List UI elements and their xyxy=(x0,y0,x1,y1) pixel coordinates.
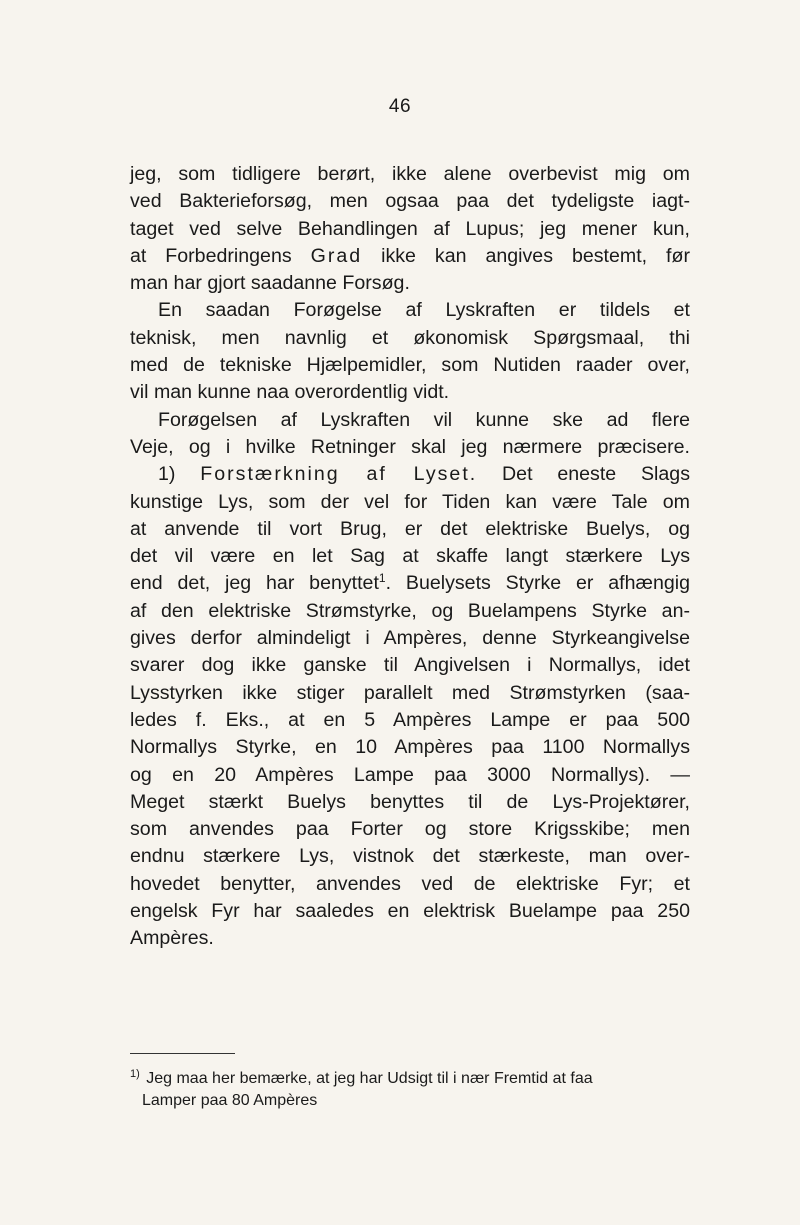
footnote-mark: 1) xyxy=(130,1068,140,1080)
text-line: endnu stærkere Lys, vistnok det stærkeste, man over- xyxy=(130,845,690,868)
text-line: engelsk Fyr har saaledes en elektrisk Buelampe paa 250 xyxy=(130,900,690,923)
footnote-ref: 1 xyxy=(378,571,386,586)
text-line: ved Bakterieforsøg, men ogsaa paa det tydeligste iagt- xyxy=(130,190,690,213)
footnote-line: Lamper paa 80 Ampères xyxy=(142,1092,318,1109)
page-number: 46 xyxy=(388,96,412,117)
text-line: En saadan Forøgelse af Lyskraften er tildels et xyxy=(158,299,690,322)
body-text xyxy=(130,161,690,953)
text-line: det vil være en let Sag at skaffe langt stærkere Lys xyxy=(130,545,690,568)
text-line: Ampères. xyxy=(130,927,214,950)
text-segment: 1) xyxy=(158,463,176,486)
spaced-word: Grad xyxy=(310,244,363,267)
text-line: og en 20 Ampères Lampe paa 3000 Normallys). — xyxy=(130,763,690,786)
text-line: kunstige Lys, som der vel for Tiden kan være Tale om xyxy=(130,490,690,513)
text-line: hovedet benytter, anvendes ved de elektriske Fyr; et xyxy=(130,872,690,895)
text-line: svarer dog ikke ganske til Angivelsen i Normallys, idet xyxy=(130,654,690,677)
text-line: at anvende til vort Brug, er det elektriske Buelys, og xyxy=(130,517,690,540)
text-line: jeg, som tidligere berørt, ikke alene overbevist mig om xyxy=(130,163,690,185)
text-line xyxy=(130,461,690,488)
text-segment: Det eneste Slags xyxy=(502,463,690,486)
text-line: som anvendes paa Forter og store Krigsskibe; men xyxy=(130,818,690,841)
text-line: taget ved selve Behandlingen af Lupus; jeg mener kun, xyxy=(130,217,690,240)
text-line: vil man kunne naa overordentlig vidt. xyxy=(130,381,450,404)
text-line xyxy=(130,570,690,597)
footnote-text: Jeg maa her bemærke, at jeg har Udsigt til i nær Fremtid at faa xyxy=(146,1070,593,1087)
text-line: Forøgelsen af Lyskraften vil kunne ske ad flere xyxy=(158,408,690,431)
text-segment: . Buelysets Styrke er afhængig xyxy=(385,572,690,595)
spaced-heading: Forstærkning af Lyset. xyxy=(200,463,478,486)
text-line: Normallys Styrke, en 10 Ampères paa 1100 Normallys xyxy=(130,736,690,759)
footnote xyxy=(130,1068,690,1112)
text-segment: ikke kan angives bestemt, før xyxy=(381,244,690,267)
footnote-divider xyxy=(130,1053,235,1054)
text-line: teknisk, men navnlig et økonomisk Spørgsmaal, thi xyxy=(130,326,690,349)
text-line xyxy=(130,243,690,270)
text-line: man har gjort saadanne Forsøg. xyxy=(130,272,410,295)
text-line: Veje, og i hvilke Retninger skal jeg nærmere præcisere. xyxy=(130,435,690,458)
text-line: ledes f. Eks., at en 5 Ampères Lampe er paa 500 xyxy=(130,708,690,731)
text-line: med de tekniske Hjælpemidler, som Nutiden raader over, xyxy=(130,354,690,377)
text-line: af den elektriske Strømstyrke, og Buelampens Styrke an- xyxy=(130,599,690,622)
text-segment: end det, jeg har benyttet xyxy=(130,572,379,595)
text-line: Meget stærkt Buelys benyttes til de Lys-Projektører, xyxy=(130,790,690,813)
text-line: Lysstyrken ikke stiger parallelt med Strømstyrken (saa- xyxy=(130,681,690,704)
footnote-line xyxy=(130,1068,690,1090)
text-segment: at Forbedringens xyxy=(130,244,292,267)
text-line: gives derfor almindeligt i Ampères, denne Styrkeangivelse xyxy=(130,627,690,650)
